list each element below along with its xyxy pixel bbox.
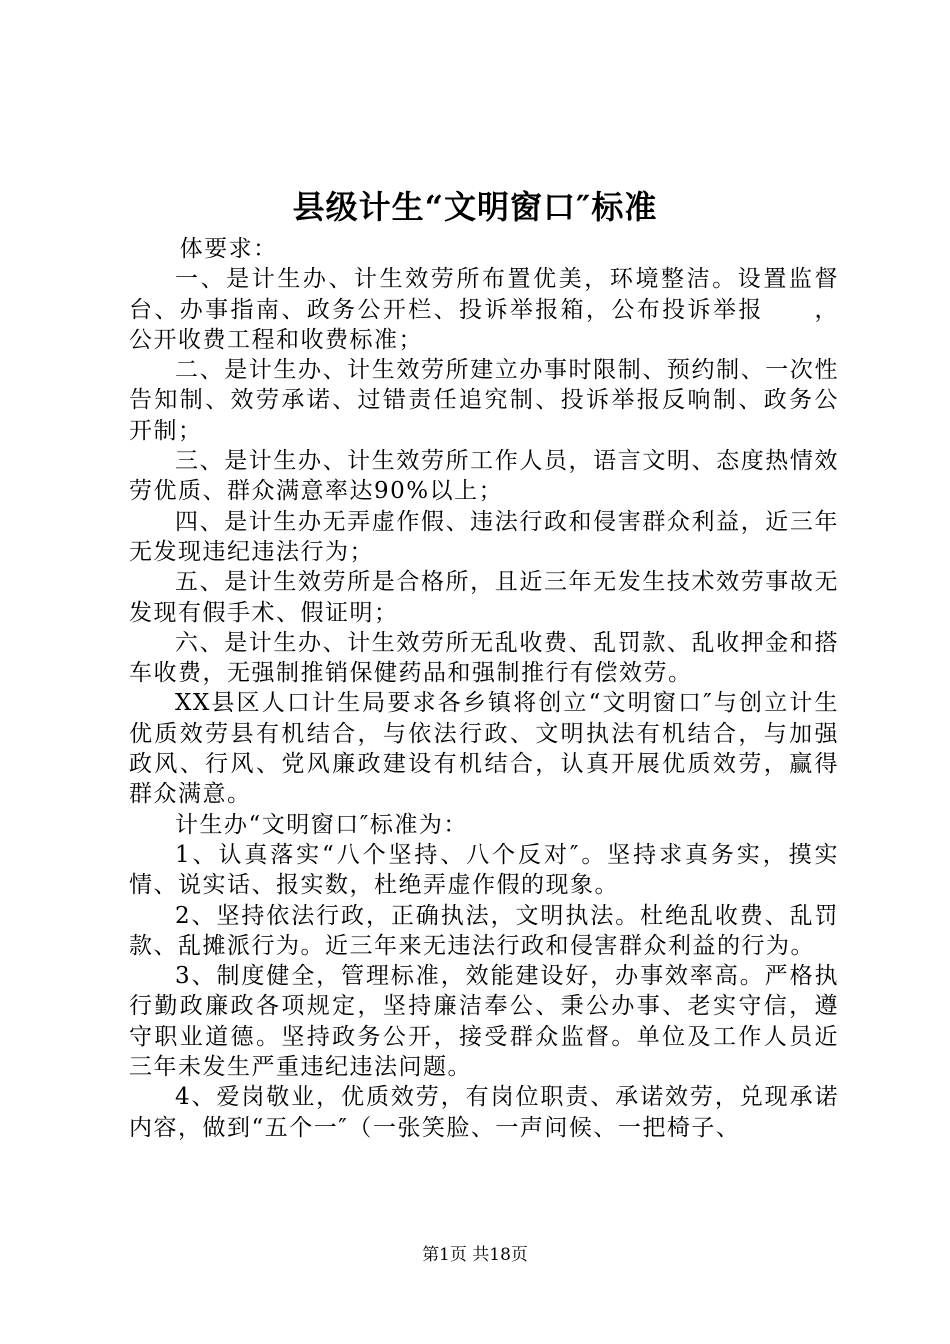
- page-number-footer: 第1页 共18页: [422, 1245, 528, 1265]
- paragraph-item-4: 四、是计生办无弄虚作假、违法行政和侵害群众利益，近三年无发现违纪违法行为；: [129, 508, 839, 565]
- paragraph-item-1: 一、是计生办、计生效劳所布置优美，环境整洁。设置监督台、办事指南、政务公开栏、投诉举报箱，公布投诉举报 ，公开收费工程和收费标准；: [129, 266, 839, 353]
- paragraph-item-3: 三、是计生办、计生效劳所工作人员，语言文明、态度热情效劳优质、群众满意率达90%以上；: [129, 448, 839, 505]
- paragraph-item-5: 五、是计生效劳所是合格所，且近三年无发生技术效劳事故无发现有假手术、假证明；: [129, 569, 839, 626]
- document-title: 县级计生“文明窗口″标准: [292, 188, 658, 226]
- paragraph-standard-4: 4、爱岗敬业，优质效劳，有岗位职责、承诺效劳，兑现承诺内容，做到“五个一″（一张笑脸、一声问候、一把椅子、: [129, 1084, 839, 1141]
- paragraph-standards-heading: 计生办“文明窗口″标准为：: [175, 811, 468, 838]
- paragraph-requirements-heading: 体要求：: [179, 236, 278, 262]
- paragraph-county-requirement: XX县区人口计生局要求各乡镇将创立“文明窗口″与创立计生优质效劳县有机结合，与依法行政、文明执法有机结合，与加强政风、行风、党风廉政建设有机结合，认真开展优质效劳，赢得群众满意。: [129, 690, 839, 808]
- paragraph-standard-1: 1、认真落实“八个坚持、八个反对″。坚持求真务实，摸实情、说实话、报实数，杜绝弄虚作假的现象。: [129, 841, 839, 899]
- paragraph-item-6: 六、是计生办、计生效劳所无乱收费、乱罚款、乱收押金和搭车收费，无强制推销保健药品和强制推行有偿效劳。: [129, 629, 839, 687]
- paragraph-standard-3: 3、制度健全，管理标准，效能建设好，办事效率高。严格执行勤政廉政各项规定，坚持廉洁奉公、秉公办事、老实守信，遵守职业道德。坚持政务公开，接受群众监督。单位及工作人员近三年未发生严重违纪违法问题。: [129, 963, 839, 1081]
- paragraph-item-2: 二、是计生办、计生效劳所建立办事时限制、预约制、一次性告知制、效劳承诺、过错责任追究制、投诉举报反响制、政务公开制；: [129, 357, 839, 444]
- paragraph-standard-2: 2、坚持依法行政，正确执法，文明执法。杜绝乱收费、乱罚款、乱摊派行为。近三年来无违法行政和侵害群众利益的行为。: [129, 902, 839, 959]
- document-body: [129, 234, 839, 1143]
